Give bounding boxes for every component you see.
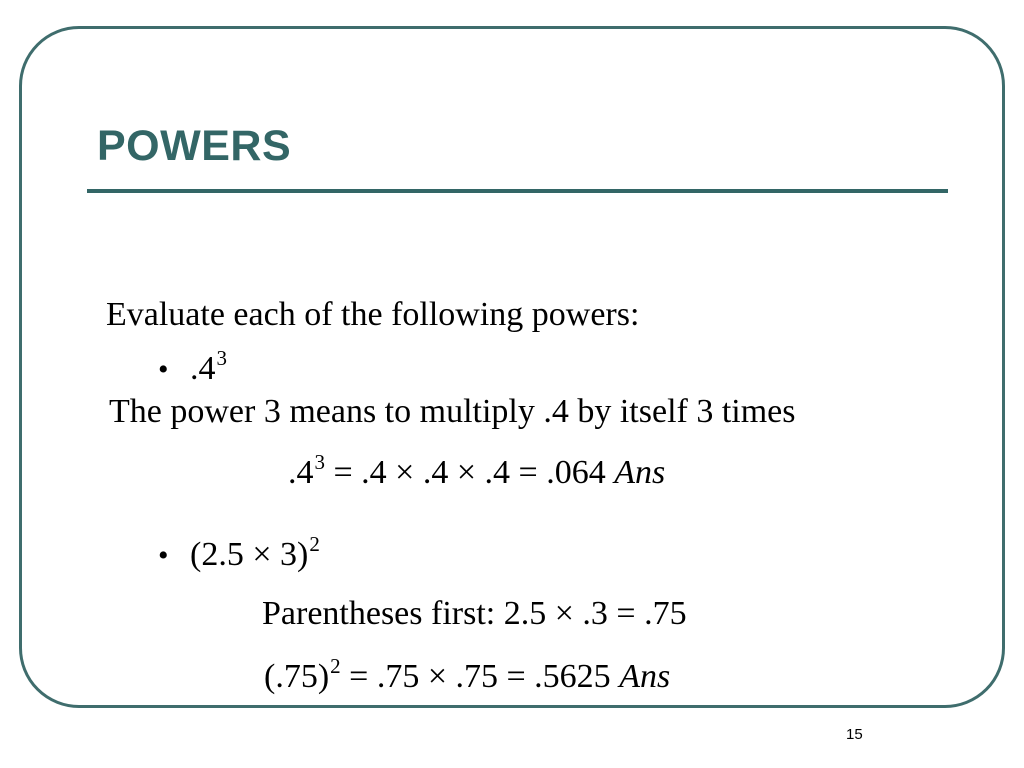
- item2-solution-exponent: 2: [330, 654, 341, 678]
- item1-solution-exponent: 3: [314, 450, 325, 474]
- item1-exponent: 3: [216, 346, 227, 370]
- item1-base: .4: [190, 350, 216, 387]
- item1-solution-rest: = .4 × .4 × .4 = .064: [325, 454, 615, 491]
- item2-answer-label: Ans: [619, 658, 671, 695]
- item1-answer-label: Ans: [614, 454, 666, 491]
- bullet-icon: •: [158, 353, 169, 386]
- item1-solution-base: .4: [288, 454, 314, 491]
- item2-step1: Parentheses first: 2.5 × .3 = .75: [262, 595, 687, 632]
- intro-text: Evaluate each of the following powers:: [106, 296, 640, 333]
- item2-solution-base: (.75): [264, 658, 330, 695]
- bullet-icon: •: [158, 539, 169, 572]
- item2-exponent: 2: [309, 532, 320, 556]
- item1-expression: [158, 346, 227, 387]
- item1-explanation: The power 3 means to multiply .4 by itself 3 times: [109, 393, 796, 430]
- item1-solution: [288, 450, 666, 491]
- item2-expression: [158, 532, 320, 573]
- item2-solution-rest: = .75 × .75 = .5625: [340, 658, 620, 695]
- item2-base: (2.5 × 3): [190, 536, 309, 573]
- title-underline: [87, 189, 948, 193]
- page-number: 15: [846, 726, 863, 743]
- item2-solution: [264, 654, 671, 695]
- slide-title: POWERS: [97, 122, 292, 170]
